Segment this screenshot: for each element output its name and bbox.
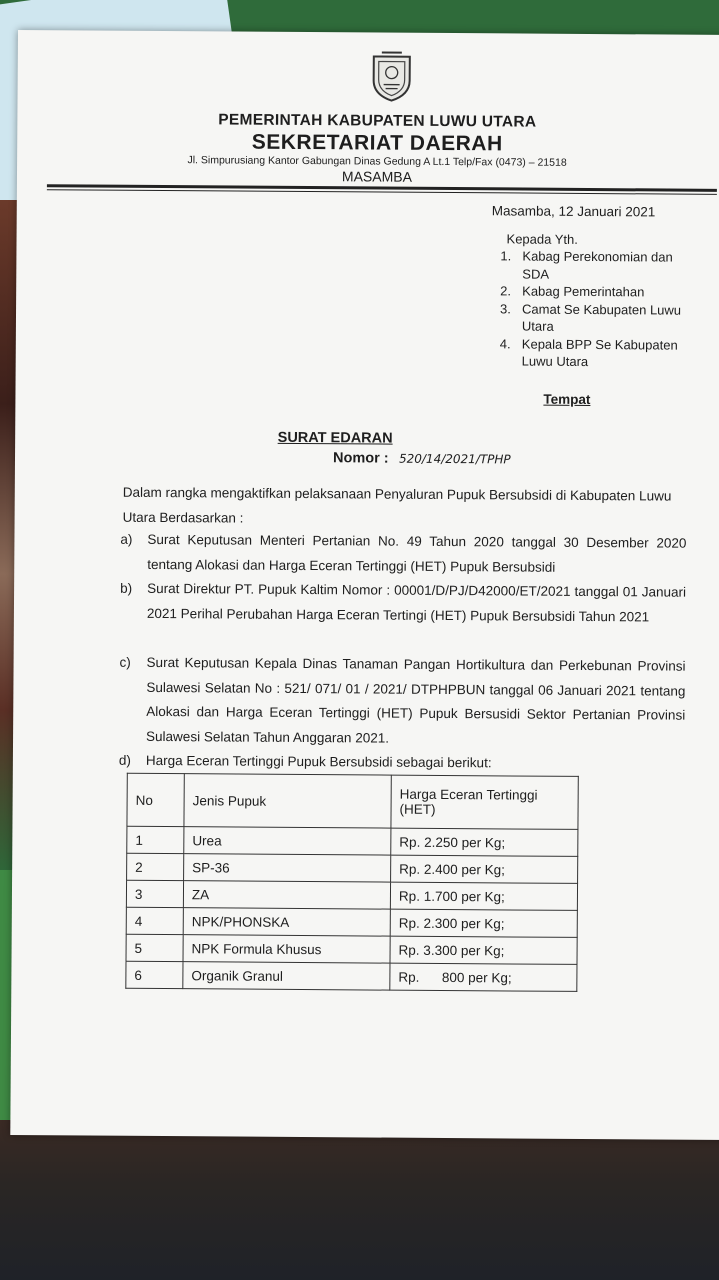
letterhead-secretariat: SEKRETARIAT DAERAH bbox=[251, 130, 503, 156]
letter-date: Masamba, 12 Januari 2021 bbox=[491, 203, 656, 220]
letter-point: d) Harga Eceran Tertinggi Pupuk Bersubsidi sebagai berikut: bbox=[118, 752, 492, 771]
letterhead-town: MASAMBA bbox=[341, 168, 413, 185]
table-header-row bbox=[127, 773, 578, 829]
letter-title: SURAT EDARAN bbox=[277, 429, 393, 447]
table-row: 4 NPK/PHONSKA Rp. 2.300 per Kg; bbox=[126, 907, 577, 937]
recipients-list bbox=[500, 247, 701, 371]
recipients-place: Tempat bbox=[543, 391, 591, 408]
letterhead-government: PEMERINTAH KABUPATEN LUWU UTARA bbox=[218, 111, 537, 131]
recipients-heading: Kepada Yth. bbox=[506, 231, 578, 247]
recipient-item: 1. Kabag Perekonomian dan SDA bbox=[500, 248, 673, 282]
letter-number-label: Nomor : bbox=[332, 450, 389, 467]
het-price-table bbox=[125, 773, 578, 992]
table-row: 3 ZA Rp. 1.700 per Kg; bbox=[126, 880, 577, 910]
letterhead-address: Jl. Simpurusiang Kantor Gabungan Dinas Gedung A Lt.1 Telp/Fax (0473) – 21518 bbox=[187, 154, 567, 169]
letter-point: a) Surat Keputusan Menteri Pertanian No. 49 Tahun 2020 tanggal 30 Desember 2020 tentang Alokasi dan Harga Eceran Tertinggi (HET) Pupuk Bersubsidi bbox=[120, 531, 687, 575]
letter-point: c) Surat Keputusan Kepala Dinas Tanaman Pangan Hortikultura dan Perkebunan Provinsi Sulawesi Selatan No : 521/ 071/ 01 / 2021/ DTPHPBUN tanggal 06 Januari 2021 tentang Alokasi dan Harga Eceran Tertinggi (HET) Pupuk Bersusidi Sektor Pertanian Provinsi Sulawesi Selatan Tahun Anggaran 2021. bbox=[119, 654, 686, 746]
table-header-type: Jenis Pupuk bbox=[184, 774, 391, 828]
recipient-item: 3. Camat Se Kabupaten Luwu Utara bbox=[500, 300, 682, 334]
table-header-price: Harga Eceran Tertinggi (HET) bbox=[391, 775, 578, 829]
letter-number-handwritten: 520/14/2021/TPHP bbox=[398, 451, 511, 467]
table-row: 5 NPK Formula Khusus Rp. 3.300 per Kg; bbox=[126, 934, 577, 964]
letter-page bbox=[10, 30, 719, 1140]
recipient-item: 2. Kabag Pemerintahan bbox=[500, 283, 645, 300]
background-table-surface bbox=[0, 1120, 719, 1280]
recipient-item: 4. Kepala BPP Se Kabupaten Luwu Utara bbox=[499, 335, 678, 369]
letter-intro: Dalam rangka mengaktifkan pelaksanaan Penyaluran Pupuk Bersubsidi di Kabupaten Luwu Utara Berdasarkan : bbox=[122, 484, 672, 526]
table-row: 6 Organik Granul Rp. 800 per Kg; bbox=[126, 961, 577, 991]
letter-point: b) Surat Direktur PT. Pupuk Kaltim Nomor : 00001/D/PJ/D42000/ET/2021 tanggal 01 Januari 2021 Perihal Perubahan Harga Eceran Tertingi (HET) Pupuk Bersubsidi Tahun 2021 bbox=[120, 580, 687, 624]
regency-crest-icon bbox=[368, 50, 416, 102]
table-header-no: No bbox=[127, 773, 184, 826]
table-row: 2 SP-36 Rp. 2.400 per Kg; bbox=[127, 853, 578, 883]
table-row: 1 Urea Rp. 2.250 per Kg; bbox=[127, 826, 578, 856]
